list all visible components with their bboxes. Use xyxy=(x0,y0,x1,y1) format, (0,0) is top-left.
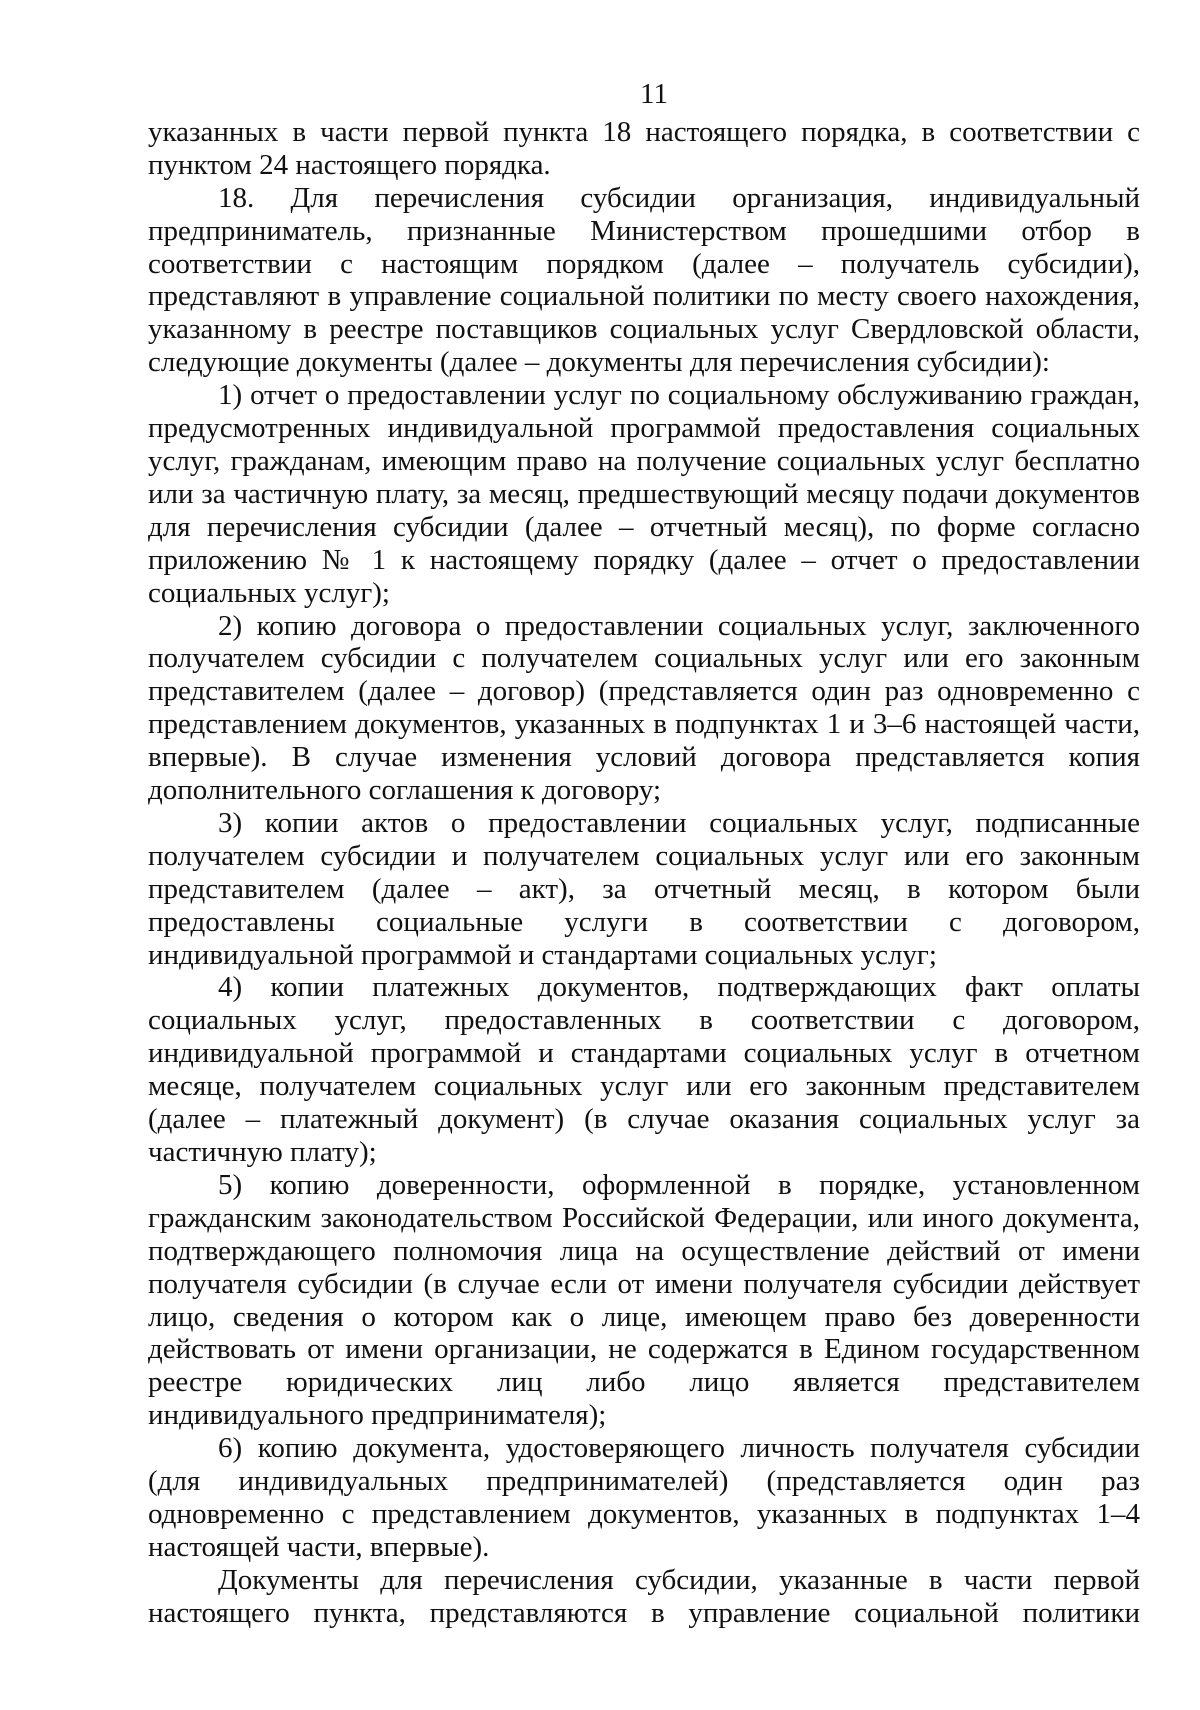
paragraph-continuation: указанных в части первой пункта 18 настоящего порядка, в соответствии с пунктом 24 настоящего порядка. xyxy=(148,115,1140,181)
document-page xyxy=(148,78,1140,1630)
paragraph-subitem-4: 4) копии платежных документов, подтверждающих факт оплаты социальных услуг, предоставленных в соответствии с договором, индивидуальной программой и стандартами социальных услуг в отчетном месяце, получателем социальных услуг или его законным представителем (далее – платежный документ) (в случае оказания социальных услуг за частичную плату); xyxy=(148,971,1140,1168)
page-number: 11 xyxy=(640,78,668,110)
paragraph-documents-submission: Документы для перечисления субсидии, указанные в части первой настоящего пункта, представляются в управление социальной политики xyxy=(148,1563,1140,1629)
paragraph-subitem-5: 5) копию доверенности, оформленной в порядке, установленном гражданским законодательством Российской Федерации, или иного документа, подтверждающего полномочия лица на осуществление действий от имени получателя субсидии (в случае если от имени получателя субсидии действует лицо, сведения о котором как о лице, имеющем право без доверенности действовать от имени организации, не содержатся в Едином государственном реестре юридических лиц либо лицо является представителем индивидуального предпринимателя); xyxy=(148,1168,1140,1432)
paragraph-subitem-3: 3) копии актов о предоставлении социальных услуг, подписанные получателем субсидии и получателем социальных услуг или его законным представителем (далее – акт), за отчетный месяц, в котором были предоставлены социальные услуги в соответствии с договором, индивидуальной программой и стандартами социальных услуг; xyxy=(148,806,1140,971)
paragraph-subitem-1: 1) отчет о предоставлении услуг по социальному обслуживанию граждан, предусмотренных индивидуальной программой предоставления социальных услуг, гражданам, имеющим право на получение социальных услуг бесплатно или за частичную плату, за месяц, предшествующий месяцу подачи документов для перечисления субсидии (далее – отчетный месяц), по форме согласно приложению № 1 к настоящему порядку (далее – отчет о предоставлении социальных услуг); xyxy=(148,379,1140,609)
paragraph-subitem-6: 6) копию документа, удостоверяющего личность получателя субсидии (для индивидуальных предпринимателей) (представляется один раз одновременно с представлением документов, указанных в подпунктах 1–4 настоящей части, впервые). xyxy=(148,1432,1140,1563)
paragraph-item-18: 18. Для перечисления субсидии организация, индивидуальный предприниматель, признанные Министерством прошедшими отбор в соответствии с настоящим порядком (далее – получатель субсидии), представляют в управление социальной политики по месту своего нахождения, указанному в реестре поставщиков социальных услуг Свердловской области, следующие документы (далее – документы для перечисления субсидии): xyxy=(148,181,1140,379)
paragraph-subitem-2: 2) копию договора о предоставлении социальных услуг, заключенного получателем субсидии с получателем социальных услуг или его законным представителем (далее – договор) (представляется один раз одновременно с представлением документов, указанных в подпунктах 1 и 3–6 настоящей части, впервые). В случае изменения условий договора представляется копия дополнительного соглашения к договору; xyxy=(148,609,1140,807)
